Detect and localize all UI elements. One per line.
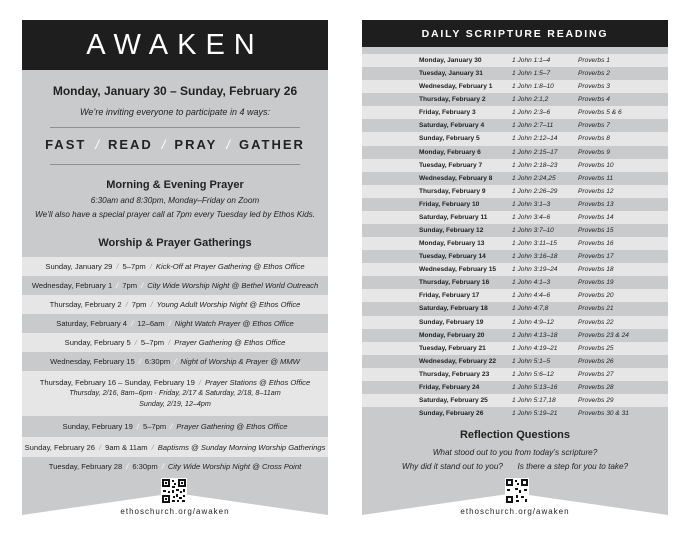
event-separator: /	[149, 262, 152, 271]
reading-proverbs: Proverbs 21	[578, 305, 614, 313]
reading-day: Friday, February 10	[419, 200, 480, 208]
event-date: Sunday, February 26	[24, 442, 95, 452]
tuesday-prayer-note: We’ll also have a special prayer call at 7pm every Tuesday led by Ethos Kids.	[34, 210, 316, 219]
reading-john: 1 John 1:8–10	[512, 83, 554, 91]
reading-row	[362, 316, 668, 329]
reading-row	[362, 263, 668, 276]
reading-proverbs: Proverbs 27	[578, 370, 614, 378]
reading-john: 1 John 4:4–6	[512, 292, 551, 300]
reflection-questions-2-3	[362, 462, 668, 471]
reading-proverbs: Proverbs 13	[578, 200, 614, 208]
reading-day: Wednesday, February 22	[419, 357, 497, 365]
awaken-panel	[22, 20, 328, 520]
event-date: Thursday, February 2	[49, 300, 122, 309]
event-time: 5–7pm	[140, 338, 165, 347]
reading-day: Tuesday, February 7	[419, 161, 483, 169]
reflection-question-1: What stood out to you from today’s scripture?	[432, 448, 598, 457]
reading-proverbs: Proverbs 8	[578, 135, 610, 143]
event-date: Saturday, February 4	[56, 319, 128, 328]
reading-john: 1 John 1:1–4	[512, 57, 551, 64]
reading-day: Friday, February 17	[419, 292, 480, 300]
event-name: Baptisms @ Sunday Morning Worship Gatherings	[157, 442, 326, 452]
event-separator: /	[168, 338, 171, 347]
event-name: City Wide Worship Night @ Bethel World Outreach	[147, 281, 319, 290]
reading-john: 1 John 4:19–21	[512, 344, 558, 352]
reading-row	[362, 132, 668, 145]
event-date: Wednesday, February 1	[31, 281, 113, 290]
reading-day: Friday, February 3	[419, 109, 476, 117]
reading-day: Sunday, February 12	[419, 227, 484, 235]
reading-day: Thursday, February 9	[419, 187, 486, 195]
reading-john: 1 John 3:4–6	[512, 213, 551, 221]
way-fast: FAST	[45, 137, 87, 152]
reading-day: Saturday, February 4	[419, 122, 485, 130]
reading-row	[362, 407, 668, 420]
reading-john: 1 John 5:17,18	[512, 397, 556, 405]
event-name: Night of Worship & Prayer @ MMW	[180, 357, 300, 366]
event-name: City Wide Worship Night @ Cross Point	[167, 462, 302, 471]
reading-row	[362, 342, 668, 355]
reading-john: 1 John 3:19–24	[512, 266, 558, 274]
event-time: 7pm	[122, 281, 138, 290]
reading-proverbs: Proverbs 2	[578, 70, 610, 78]
reading-proverbs: Proverbs 23 & 24	[578, 331, 629, 339]
reading-john: 1 John 3:11–15	[512, 240, 557, 248]
reading-proverbs: Proverbs 1	[578, 57, 610, 64]
event-separator: /	[98, 442, 102, 452]
reading-john: 1 John 2:12–14	[512, 135, 558, 143]
event-time: 6:30pm	[132, 462, 158, 471]
event-separator: /	[168, 319, 171, 328]
reading-john: 1 John 3:7–10	[512, 227, 554, 235]
reading-proverbs: Proverbs 28	[578, 383, 614, 391]
scripture-panel	[362, 20, 668, 520]
reading-john: 1 John 2:24,25	[512, 174, 556, 182]
reading-proverbs: Proverbs 30 & 31	[578, 410, 629, 418]
event-time: 5–7pm	[122, 262, 146, 271]
event-row-multiline	[22, 371, 328, 416]
reading-john: 1 John 2:18–23	[512, 161, 558, 169]
reading-row	[362, 355, 668, 368]
reading-row	[362, 172, 668, 185]
event-row	[22, 314, 328, 333]
reading-proverbs: Proverbs 9	[578, 148, 610, 156]
event-separator: /	[134, 338, 137, 347]
reading-row	[362, 224, 668, 237]
reading-row	[362, 80, 668, 93]
event-separator: /	[150, 300, 153, 309]
website-link[interactable]: ethoschurch.org/awaken	[460, 507, 570, 516]
reading-day: Monday, February 6	[419, 148, 481, 156]
date-range-title: Monday, January 30 – Sunday, February 26	[52, 84, 298, 98]
qr-code-icon[interactable]	[505, 478, 529, 504]
reading-proverbs: Proverbs 17	[578, 253, 614, 261]
reading-john: 1 John 2:3–6	[512, 109, 551, 117]
reading-row	[362, 93, 668, 106]
invite-text: We’re inviting everyone to participate in 4 ways:	[80, 107, 270, 117]
reading-proverbs: Proverbs 10	[578, 161, 614, 169]
reading-john: 1 John 5:19–21	[512, 410, 558, 418]
reading-john: 1 John 1:5–7	[512, 70, 551, 78]
reading-proverbs: Proverbs 15	[578, 227, 614, 235]
reading-row	[362, 329, 668, 342]
reading-day: Sunday, February 26	[419, 410, 484, 418]
reading-john: 1 John 5:6–12	[512, 370, 554, 378]
reading-day: Wednesday, February 8	[419, 174, 493, 182]
reading-john: 1 John 5:1–5	[512, 357, 551, 365]
reading-row	[362, 67, 668, 80]
reading-proverbs: Proverbs 12	[578, 187, 614, 195]
reading-row	[362, 159, 668, 172]
reading-row	[362, 368, 668, 381]
reading-day: Saturday, February 25	[419, 397, 488, 405]
reading-day: Tuesday, February 14	[419, 253, 486, 261]
reading-row	[362, 302, 668, 315]
reading-day: Thursday, February 23	[419, 370, 490, 378]
reading-proverbs: Proverbs 18	[578, 266, 614, 274]
reading-john: 1 John 4:13–18	[512, 331, 558, 339]
reading-row	[362, 211, 668, 224]
reading-john: 1 John 2:15–17	[512, 148, 558, 156]
reading-john: 1 John 5:13–16	[512, 383, 558, 391]
event-date: Tuesday, February 28	[48, 462, 123, 471]
reading-proverbs: Proverbs 26	[578, 357, 614, 365]
event-date: Thursday, February 16 – Sunday, February 19	[39, 378, 195, 387]
reading-proverbs: Proverbs 29	[578, 397, 614, 405]
reading-day: Monday, January 30	[419, 57, 482, 64]
reading-day: Tuesday, February 21	[419, 344, 486, 352]
reading-proverbs: Proverbs 5 & 6	[578, 109, 622, 117]
event-row	[22, 276, 328, 295]
reading-row	[362, 381, 668, 394]
event-time: 6:30pm	[144, 357, 171, 366]
reading-row	[362, 237, 668, 250]
event-date: Sunday, January 29	[45, 262, 113, 271]
way-gather: GATHER	[238, 137, 305, 152]
event-separator: /	[126, 462, 129, 471]
reading-john: 1 John 2:7–11	[512, 122, 554, 130]
event-name: Prayer Gathering @ Ethos Office	[176, 422, 288, 431]
event-separator: /	[138, 357, 141, 366]
reflection-question-2: Why did it stand out to you?	[401, 462, 503, 471]
reading-row	[362, 185, 668, 198]
divider-bottom	[50, 164, 300, 165]
reading-day: Saturday, February 11	[419, 213, 488, 221]
reading-schedule	[362, 54, 668, 420]
event-row	[22, 437, 328, 457]
reading-row	[362, 250, 668, 263]
reading-proverbs: Proverbs 16	[578, 240, 614, 248]
qr-code-icon[interactable]	[161, 478, 187, 504]
event-separator: /	[141, 281, 144, 290]
four-ways	[22, 137, 328, 152]
reading-proverbs: Proverbs 19	[578, 279, 614, 287]
worship-gatherings-title: Worship & Prayer Gatherings	[98, 237, 252, 249]
event-date: Wednesday, February 15	[50, 357, 135, 366]
reading-john: 1 John 2:26–29	[512, 187, 558, 195]
awaken-logo: AWAKEN	[22, 20, 328, 70]
event-row	[22, 457, 328, 476]
event-name: Prayer Stations @ Ethos Office	[204, 378, 311, 387]
reading-john: 1 John 3:1–3	[512, 200, 551, 208]
website-link[interactable]: ethoschurch.org/awaken	[120, 507, 230, 516]
event-time: 9am & 11am	[105, 442, 148, 452]
reading-day: Monday, February 13	[419, 240, 485, 248]
reading-day: Wednesday, February 15	[419, 266, 497, 274]
event-separator: /	[170, 422, 173, 431]
reading-row	[362, 289, 668, 302]
event-row	[22, 257, 328, 276]
event-row	[22, 333, 328, 352]
reading-row	[362, 119, 668, 132]
event-separator: /	[125, 300, 128, 309]
reading-john: 1 John 2:1,2	[512, 96, 549, 104]
event-separator: /	[174, 357, 177, 366]
event-date: Sunday, February 5	[64, 338, 131, 347]
event-separator: /	[151, 442, 154, 452]
reading-john: 1 John 4:1–3	[512, 279, 551, 287]
reading-proverbs: Proverbs 3	[578, 83, 610, 91]
event-subtimes: Sunday, 2/19, 12–4pm	[139, 399, 211, 408]
reading-row	[362, 394, 668, 407]
reflection-question-3: Is there a step for you to take?	[517, 462, 629, 471]
way-separator: /	[161, 137, 166, 152]
reading-day: Monday, February 20	[419, 331, 485, 339]
scripture-title: DAILY SCRIPTURE READING	[362, 20, 668, 47]
way-pray: PRAY	[174, 137, 218, 152]
event-separator: /	[116, 262, 119, 271]
event-time: 12–6am	[137, 319, 165, 328]
event-name: Young Adult Worship Night @ Ethos Office	[156, 300, 301, 309]
event-name: Kick-Off at Prayer Gathering @ Ethos Office	[155, 262, 305, 271]
reading-day: Tuesday, January 31	[419, 70, 483, 78]
event-row	[22, 416, 328, 437]
reading-row	[362, 106, 668, 119]
reading-day: Saturday, February 18	[419, 305, 488, 313]
reading-john: 1 John 3:16–18	[512, 253, 558, 261]
reading-day: Sunday, February 5	[419, 135, 480, 143]
reading-day: Sunday, February 19	[419, 318, 484, 326]
reflection-title: Reflection Questions	[459, 429, 571, 441]
divider-top	[50, 127, 300, 128]
morning-evening-title: Morning & Evening Prayer	[106, 179, 244, 191]
morning-evening-times: 6:30am and 8:30pm, Monday–Friday on Zoom	[90, 196, 260, 205]
way-separator: /	[226, 137, 230, 152]
reading-row	[362, 54, 668, 67]
event-row	[22, 352, 328, 371]
reading-day: Thursday, February 2	[419, 96, 486, 104]
reading-proverbs: Proverbs 4	[578, 96, 610, 104]
event-date: Sunday, February 19	[62, 422, 133, 431]
reading-day: Friday, February 24	[419, 383, 480, 391]
event-row	[22, 295, 328, 314]
reading-row	[362, 198, 668, 211]
way-separator: /	[95, 137, 99, 152]
event-time: 5–7pm	[143, 422, 167, 431]
event-subtimes: Thursday, 2/16, 8am–6pm · Friday, 2/17 & Saturday, 2/18, 8–11am	[69, 388, 281, 397]
reading-day: Wednesday, February 1	[419, 83, 493, 91]
event-separator: /	[131, 319, 134, 328]
reading-row	[362, 146, 668, 159]
event-name: Night Watch Prayer @ Ethos Office	[174, 319, 294, 328]
reading-proverbs: Proverbs 20	[578, 292, 614, 300]
event-time: 7pm	[131, 300, 147, 309]
reading-proverbs: Proverbs 22	[578, 318, 614, 326]
event-separator: /	[116, 281, 119, 290]
event-separator: /	[161, 462, 164, 471]
reading-proverbs: Proverbs 11	[578, 174, 614, 182]
reading-row	[362, 276, 668, 289]
event-separator: /	[198, 378, 201, 387]
reading-proverbs: Proverbs 25	[578, 344, 614, 352]
event-name: Prayer Gathering @ Ethos Office	[174, 338, 286, 347]
reading-john: 1 John 4:9–12	[512, 318, 554, 326]
reading-proverbs: Proverbs 7	[578, 122, 610, 130]
reading-day: Thursday, February 16	[419, 279, 490, 287]
way-read: READ	[107, 137, 153, 152]
reading-john: 1 John 4:7,8	[512, 305, 549, 313]
reading-proverbs: Proverbs 14	[578, 213, 614, 221]
event-separator: /	[136, 422, 139, 431]
